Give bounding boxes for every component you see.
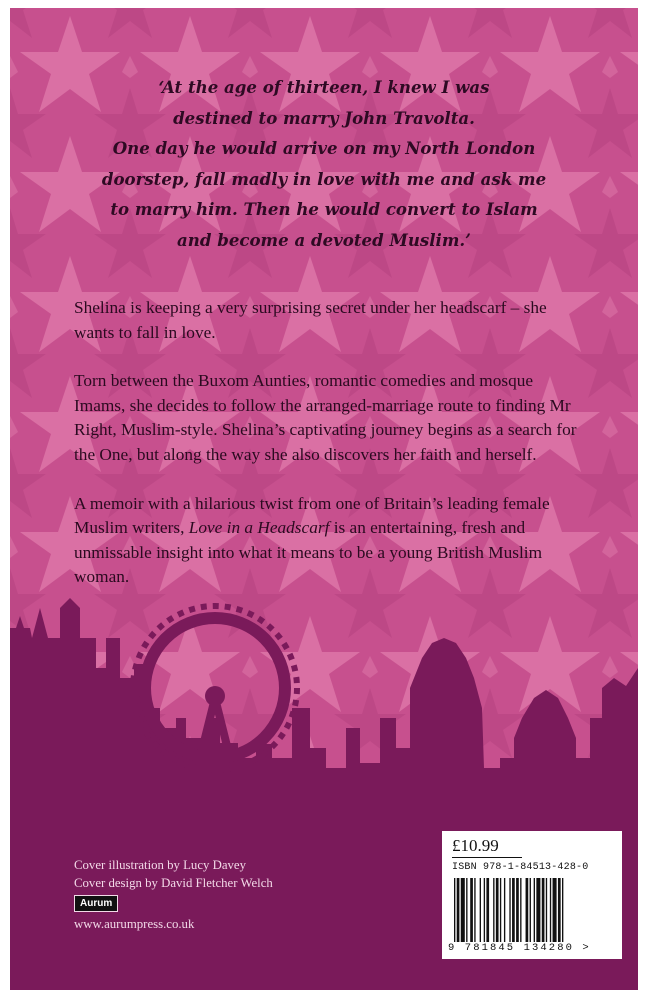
quote-line: to marry him. Then he would convert to Islam (110, 199, 538, 219)
blurb-paragraph-1: Shelina is keeping a very surprising secret under her headscarf – she wants to fall in love. (74, 298, 547, 342)
quote-line: and become a devoted Muslim.’ (177, 229, 471, 250)
blurb-paragraph-3 (74, 492, 582, 590)
blurb-paragraph-2: Torn between the Buxom Aunties, romantic comedies and mosque Imams, she decides to follow the arranged-marriage route to finding Mr Right, Muslim-style. Shelina’s captivating journey begins as a search for the One, but along the way she also discovers her faith and herself. (74, 371, 577, 464)
quote-line: destined to marry John Travolta. (173, 107, 475, 128)
publisher-logo: Aurum (74, 895, 118, 912)
isbn-text: ISBN 978-1-84513-428-0 (452, 862, 589, 873)
barcode-label (442, 831, 622, 959)
book-blurb (74, 296, 582, 614)
blurb-text: A memoir with a hilarious twist from one of Britain’s leading female Muslim writers, (74, 493, 550, 538)
blurb-text: is an entertaining, fresh and unmissable insight into what it means to be a young British Muslim woman. (74, 518, 543, 587)
quote-line: doorstep, fall madly in love with me and ask me (101, 168, 547, 189)
illustration-credit: Cover illustration by Lucy Davey (74, 858, 247, 872)
barcode-icon (450, 878, 614, 942)
cover-credits (74, 856, 273, 892)
book-title: Love in a Headscarf (188, 518, 330, 538)
quote-line: One day he would arrive on my North London (112, 138, 536, 158)
pull-quote (70, 72, 578, 255)
publisher-website[interactable]: www.aurumpress.co.uk (74, 917, 195, 931)
design-credit: Cover design by David Fletcher Welch (74, 876, 273, 890)
quote-line: ‘At the age of thirteen, I knew I was (158, 77, 490, 97)
barcode-digits: 9 781845 134280 > (448, 942, 591, 954)
price: £10.99 (452, 836, 499, 855)
price-divider (452, 857, 522, 858)
back-cover (10, 8, 638, 990)
